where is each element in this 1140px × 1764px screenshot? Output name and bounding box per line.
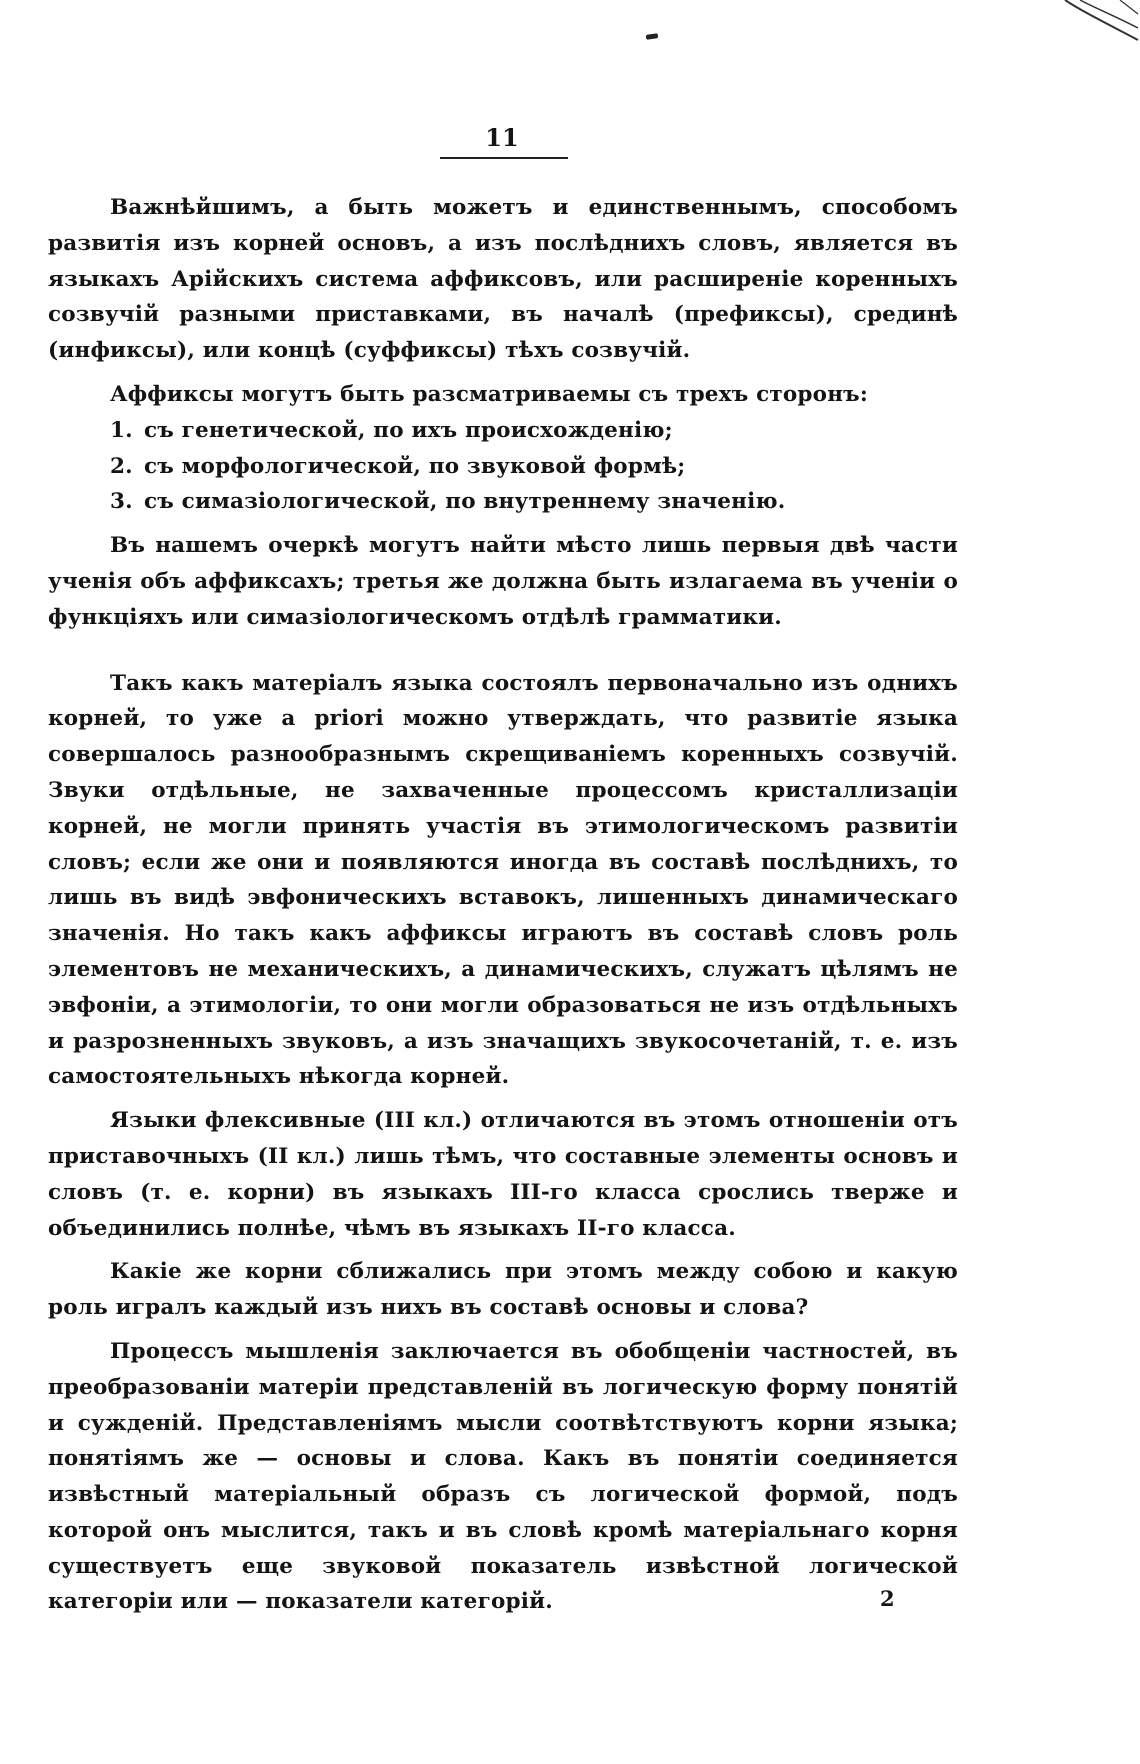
affix-sides-list <box>48 413 958 520</box>
paragraph-flexive-languages: Языки флексивные (III кл.) отличаются въ этомъ отношеніи отъ приставочныхъ (II кл.) лишь тѣмъ, что составные элементы основъ и словъ (т. е. корни) въ языкахъ III-го класса срослись тверже и объединились полнѣе, чѣмъ въ языкахъ II-го класса. <box>48 1108 958 1241</box>
scan-corner-mark <box>1060 0 1140 60</box>
list-item <box>48 449 958 485</box>
body-text <box>48 190 958 1620</box>
paragraph-thinking-process: Процессъ мышленія заключается въ обобщеніи частностей, въ преобразованіи матеріи представленій въ логическую форму понятій и сужденій. Представленіямъ мысли соотвѣтствуютъ корни языка; понятіямъ же — основы и слова. Какъ въ понятіи соединяется извѣстный матеріальный образъ съ логической формой, подъ которой онъ мыслится, такъ и въ словѣ кромѣ матеріальнаго корня существуетъ еще звуковой показатель извѣстной логической категоріи или — показатели категорій. <box>48 1338 958 1615</box>
list-item <box>48 484 958 520</box>
list-item-text: съ генетической, по ихъ происхожденію; <box>144 417 673 443</box>
paragraph-roots-question: Какіе же корни сближались при этомъ между собою и какую роль игралъ каждый изъ нихъ въ составѣ основы и слова? <box>48 1259 958 1321</box>
list-item-text: съ симазіологической, по внутреннему значенію. <box>144 489 786 515</box>
list-item-number: 1. <box>110 417 133 443</box>
paragraph-root-material: Такъ какъ матеріалъ языка состоялъ первоначально изъ однихъ корней, то уже a priori можно утверждать, что развитіе языка совершалось разнообразнымъ скрещиваніемъ коренныхъ созвучій. Звуки отдѣльные, не захваченные процессомъ кристаллизаціи корней, не могли принять участія въ этимологическомъ развитіи словъ; если же они и появляются иногда въ составѣ послѣднихъ, то лишь въ видѣ эвфоническихъ вставокъ, лишенныхъ динамическаго значенія. Но такъ какъ аффиксы играютъ въ составѣ словъ роль элементовъ не механическихъ, а динамическихъ, служатъ цѣлямъ не эвфоніи, а этимологіи, то они могли образоваться не изъ отдѣльныхъ и разрозненныхъ звуковъ, а изъ значащихъ звукосочетаній, т. е. изъ самостоятельныхъ нѣкогда корней. <box>48 670 958 1090</box>
paragraph-affix-sides: Аффиксы могутъ быть разсматриваемы съ трехъ сторонъ: <box>110 381 868 407</box>
list-item <box>48 413 958 449</box>
list-item-number: 2. <box>110 453 133 479</box>
list-item-text: съ морфологической, по звуковой формѣ; <box>144 453 686 479</box>
page-number-rule <box>440 157 568 159</box>
paragraph-essay-scope: Въ нашемъ очеркѣ могутъ найти мѣсто лишь первыя двѣ части ученія объ аффиксахъ; третья же должна быть излагаема въ ученіи о функціяхъ или симазіологическомъ отдѣлѣ грамматики. <box>48 533 958 630</box>
ink-speck <box>646 33 659 40</box>
list-item-number: 3. <box>110 489 133 515</box>
paragraph-affix-system: Важнѣйшимъ, а быть можетъ и единственнымъ, способомъ развитія изъ корней основъ, а изъ послѣднихъ словъ, является въ языкахъ Арійскихъ система аффиксовъ, или расширеніе коренныхъ созвучій разными приставками, въ началѣ (префиксы), срединѣ (инфиксы), или концѣ (суффиксы) тѣхъ созвучій. <box>48 195 958 364</box>
page-number: 11 <box>485 123 519 152</box>
signature-mark: 2 <box>880 1586 895 1611</box>
